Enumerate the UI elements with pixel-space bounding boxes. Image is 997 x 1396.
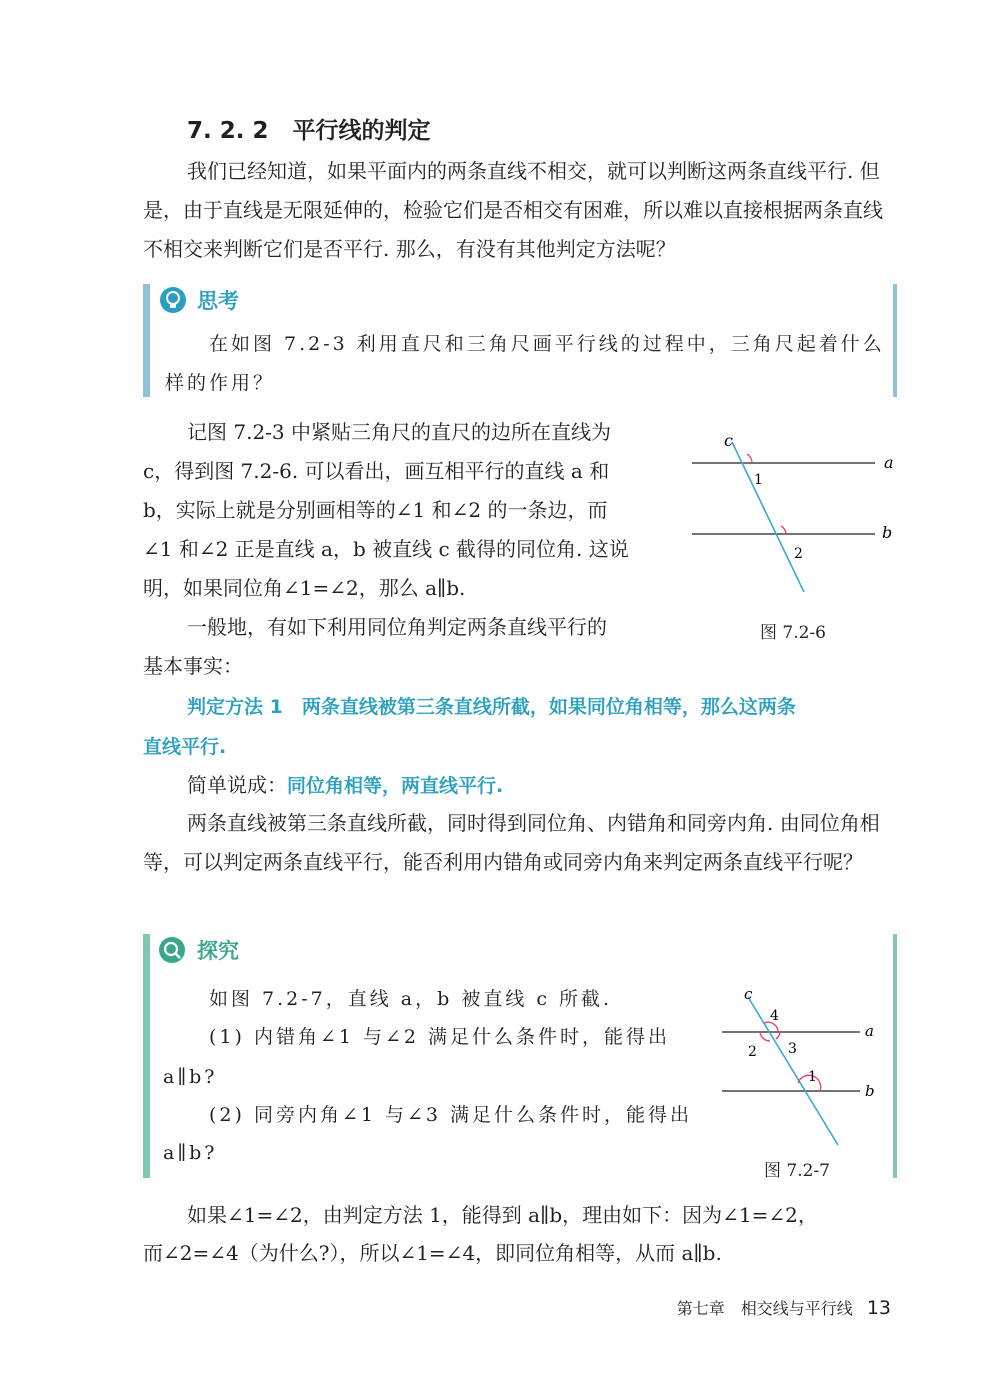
- body-column: [143, 413, 673, 686]
- explore-line-5: a∥b?: [163, 1142, 218, 1164]
- lightbulb-icon: [160, 287, 186, 313]
- think-line-2: 样的作用？: [165, 372, 276, 394]
- figure-7-2-7: [718, 985, 888, 1155]
- conclusion-line-1: 如果∠1=∠2，由判定方法 1，能得到 a∥b，理由如下：因为∠1=∠2，: [187, 1203, 818, 1227]
- method-1-line-2: 直线平行.: [143, 736, 227, 758]
- simple-statement: [187, 769, 503, 798]
- page-number: 13: [866, 1297, 891, 1319]
- explore-line-3: a∥b?: [163, 1066, 218, 1088]
- think-title: 思考: [197, 289, 239, 313]
- label-b: b: [882, 523, 893, 542]
- magnifier-icon: [159, 937, 185, 963]
- conclusion-line-2: 而∠2=∠4（为什么?），所以∠1=∠4，即同位角相等，从而 a∥b.: [143, 1241, 722, 1265]
- method-1-label: 判定方法 1: [187, 696, 283, 718]
- simple-text: 同位角相等，两直线平行.: [287, 775, 504, 797]
- line-c: [732, 442, 804, 592]
- section-number: 7. 2. 2: [187, 118, 269, 144]
- figure-7-2-6: [690, 430, 900, 610]
- explore-line-1: 如图 7.2-7，直线 a，b 被直线 c 所截.: [209, 988, 613, 1010]
- angle-2-mark: [781, 526, 786, 534]
- label-2: 2: [748, 1044, 757, 1060]
- label-3: 3: [788, 1041, 797, 1057]
- line-c: [748, 997, 838, 1145]
- explore-line-4: (2) 同旁内角∠1 与∠3 满足什么条件时，能得出: [209, 1104, 693, 1126]
- intro-paragraph: 我们已经知道，如果平面内的两条直线不相交，就可以判断这两条直线平行. 但是，由于直线是无限延伸的，检验它们是否相交有困难，所以难以直接根据两条直线不相交来判断它们是否平行. 那么，有没有其他判定方法呢？: [143, 159, 883, 261]
- think-box-left-bar: [143, 284, 150, 397]
- explore-box-left-bar: [143, 934, 150, 1178]
- label-a: a: [865, 1022, 874, 1040]
- angle-2-mark: [760, 1032, 770, 1041]
- body-line: 基本事实：: [143, 654, 243, 678]
- label-c: c: [724, 431, 733, 450]
- label-a: a: [884, 453, 894, 472]
- body-line: b，实际上就是分别画相等的∠1 和∠2 的一条边，而: [143, 498, 608, 522]
- body-line: 记图 7.2-3 中紧贴三角尺的直尺的边所在直线为: [187, 420, 612, 444]
- explore-title: 探究: [197, 939, 239, 963]
- section-title: 平行线的判定: [292, 118, 431, 144]
- label-2: 2: [794, 546, 803, 562]
- section-heading: [187, 112, 431, 145]
- figure-7-2-7-caption: 图 7.2-7: [764, 1161, 830, 1181]
- body-line: c，得到图 7.2-6. 可以看出，画互相平行的直线 a 和: [143, 459, 610, 483]
- body-line: ∠1 和∠2 正是直线 a，b 被直线 c 截得的同位角. 这说: [143, 537, 629, 561]
- label-b: b: [865, 1082, 875, 1100]
- simple-prefix: 简单说成：: [187, 773, 287, 797]
- label-4: 4: [770, 1008, 779, 1024]
- label-c: c: [744, 985, 753, 1003]
- think-box-right-bar: [893, 284, 897, 397]
- explore-line-2: (1) 内错角∠1 与∠2 满足什么条件时，能得出: [209, 1026, 671, 1048]
- method-1-text: 两条直线被第三条直线所截，如果同位角相等，那么这两条: [301, 696, 796, 718]
- figure-7-2-6-caption: 图 7.2-6: [760, 623, 826, 643]
- label-1: 1: [808, 1069, 817, 1085]
- method-1-line-1: [187, 692, 796, 719]
- label-1: 1: [754, 472, 763, 488]
- body-line: 明，如果同位角∠1=∠2，那么 a∥b.: [143, 576, 466, 600]
- body-line: 一般地，有如下利用同位角判定两条直线平行的: [187, 615, 607, 639]
- chapter-title: 第七章 相交线与平行线: [676, 1299, 853, 1318]
- page-footer: [677, 1296, 891, 1319]
- think-line-1: 在如图 7.2-3 利用直尺和三角尺画平行线的过程中，三角尺起着什么: [209, 333, 885, 355]
- angle-3-mark: [776, 1032, 780, 1039]
- paragraph-2: 两条直线被第三条直线所截，同时得到同位角、内错角和同旁内角. 由同位角相等，可以判定两条直线平行，能否利用内错角或同旁内角来判定两条直线平行呢？: [143, 811, 880, 874]
- think-box: [143, 284, 897, 397]
- explore-box-right-bar: [893, 934, 897, 1178]
- angle-1-mark: [747, 454, 752, 463]
